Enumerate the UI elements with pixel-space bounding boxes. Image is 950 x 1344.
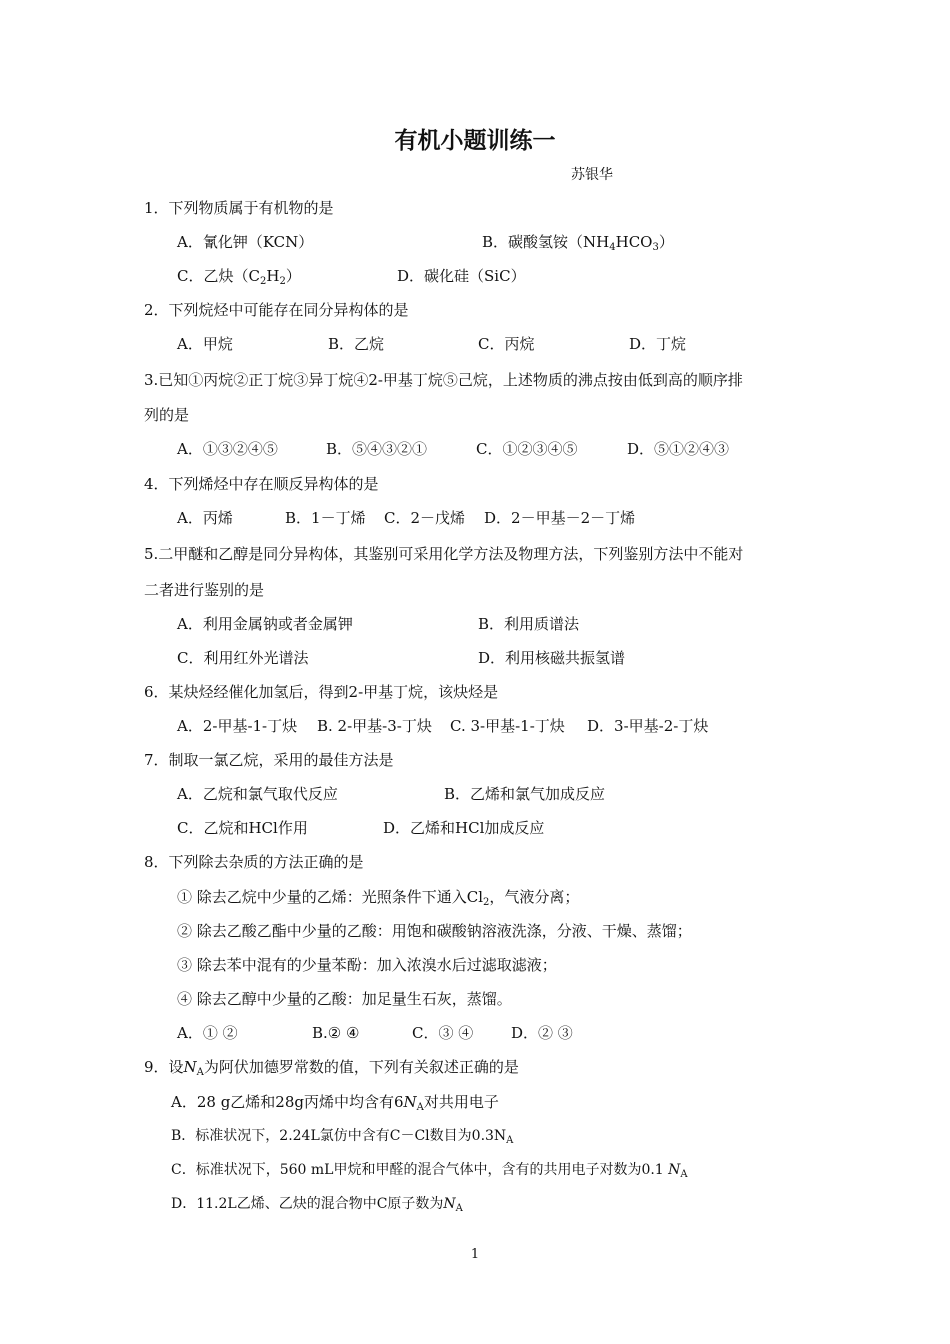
question-2-option-d: D．丁烷: [629, 335, 687, 353]
question-2-option-a: A．甲烷: [177, 335, 233, 353]
question-3-option-b: B．⑤④③②①: [326, 440, 428, 458]
question-1-option-a: A．氰化钾（KCN）: [177, 233, 314, 251]
question-1-option-c: C．乙炔$(C_2H_2)$: [177, 267, 301, 287]
question-3-option-d: D．⑤①②④③: [627, 440, 730, 458]
question-8-option-a: A．① ②: [177, 1024, 238, 1042]
question-6-option-c: C. 3-甲基-1-丁炔: [450, 717, 565, 735]
question-8-item-4: ④ 除去乙醇中少量的乙酸：加足量生石灰，蒸馏。: [177, 990, 512, 1008]
question-7-option-c: C．乙烷和HCl作用: [177, 819, 308, 837]
question-5-option-a: A．利用金属钠或者金属钾: [177, 615, 353, 633]
question-3-option-a: A．①③②④⑤: [177, 440, 278, 458]
question-2-option-b: B．乙烷: [328, 335, 385, 353]
question-5-option-b: B．利用质谱法: [478, 615, 580, 633]
question-8-option-d: D．② ③: [511, 1024, 573, 1042]
question-9-option-b: B．标准状况下，2.24L氯仿中含有C－Cl数目为$0.3N_A$: [171, 1128, 514, 1146]
question-7-option-d: D．乙烯和HCl加成反应: [383, 819, 545, 837]
question-8-option-c: C．③ ④: [412, 1024, 474, 1042]
question-1-stem: 1．下列物质属于有机物的是: [144, 199, 334, 217]
author-name: 苏银华: [571, 167, 613, 183]
question-6-option-a: A．2-甲基-1-丁炔: [177, 717, 298, 735]
question-2-stem: 2．下列烷烃中可能存在同分异构体的是: [144, 301, 409, 319]
question-4-option-a: A．丙烯: [177, 509, 233, 527]
question-8-option-b: B.② ④: [312, 1024, 360, 1042]
question-6-option-b: B. 2-甲基-3-丁炔: [317, 717, 432, 735]
question-9-stem: 9．设$N_A$为阿伏加德罗常数的值，下列有关叙述正确的是: [144, 1058, 519, 1078]
question-9-option-a: A．28 g乙烯和28g丙烯中均含有$6N_A$对共用电子: [171, 1093, 499, 1113]
question-9-option-c: C．标准状况下，560 mL甲烷和甲醛的混合气体中，含有的共用电子对数为0.1 $N_A$: [171, 1162, 688, 1180]
question-7-option-b: B．乙烯和氯气加成反应: [444, 785, 606, 803]
page-number: 1: [470, 1247, 480, 1262]
page-title: 有机小题训练一: [394, 128, 556, 154]
question-8-item-3: ③ 除去苯中混有的少量苯酚：加入浓溴水后过滤取滤液；: [177, 956, 557, 974]
question-4-option-d: D．2－甲基－2－丁烯: [484, 509, 636, 527]
question-7-stem: 7．制取一氯乙烷，采用的最佳方法是: [144, 751, 394, 769]
question-7-option-a: A．乙烷和氯气取代反应: [177, 785, 338, 803]
question-4-stem: 4．下列烯烃中存在顺反异构体的是: [144, 475, 379, 493]
question-5-option-d: D．利用核磁共振氢谱: [478, 649, 626, 667]
question-5-stem-line-2: 二者进行鉴别的是: [144, 581, 265, 599]
question-1-option-d: D．碳化硅（SiC）: [397, 267, 526, 285]
question-6-stem: 6．某炔烃经催化加氢后，得到2-甲基丁烷，该炔烃是: [144, 683, 499, 701]
question-8-stem: 8．下列除去杂质的方法正确的是: [144, 853, 364, 871]
question-3-stem-line-1: 3.已知①丙烷②正丁烷③异丁烷④2-甲基丁烷⑤己烷，上述物质的沸点按由低到高的顺序排: [144, 371, 743, 389]
question-1-option-b: B．碳酸氢铵$(NH_4HCO_3)$: [482, 233, 674, 253]
question-4-option-c: C．2－戊烯: [384, 509, 466, 527]
question-9-option-d: D．11.2L乙烯、乙炔的混合物中C原子数为$N_A$: [171, 1196, 463, 1214]
question-8-item-1: ① 除去乙烷中少量的乙烯：光照条件下通入$Cl_2$，气液分离；: [177, 888, 580, 908]
question-6-option-d: D．3-甲基-2-丁炔: [587, 717, 709, 735]
question-3-option-c: C．①②③④⑤: [476, 440, 578, 458]
question-5-option-c: C．利用红外光谱法: [177, 649, 309, 667]
question-5-stem-line-1: 5.二甲醚和乙醇是同分异构体，其鉴别可采用化学方法及物理方法，下列鉴别方法中不能对: [144, 545, 744, 563]
question-2-option-c: C．丙烷: [478, 335, 535, 353]
question-3-stem-line-2: 列的是: [144, 406, 190, 424]
question-8-item-2: ② 除去乙酸乙酯中少量的乙酸：用饱和碳酸钠溶液洗涤，分液、干燥、蒸馏；: [177, 922, 692, 940]
question-4-option-b: B．1－丁烯: [285, 509, 366, 527]
